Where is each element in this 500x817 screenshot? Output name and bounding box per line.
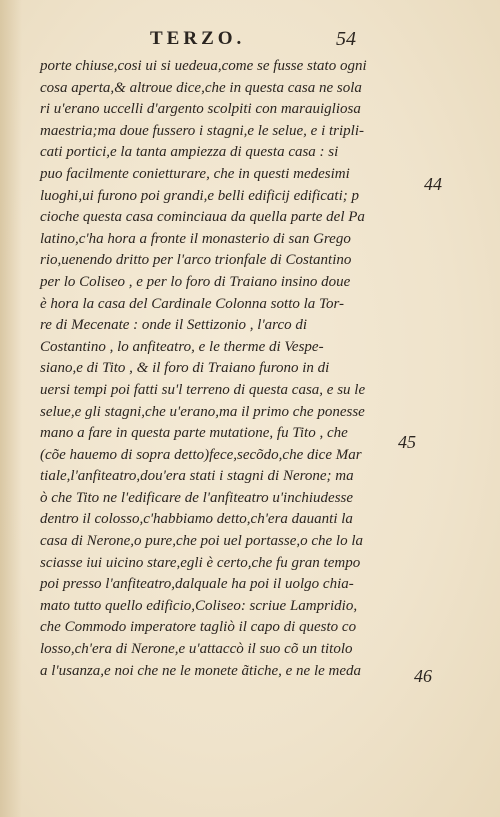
text-line: uersi tempi poi fatti su'l terreno di questa casa, e su le [40, 381, 366, 398]
text-line: mano a fare in questa parte mutatione, fu Tito , che [40, 425, 348, 442]
text-line: luoghi,ui furono poi grandi,e belli edificij edificati; p [40, 187, 359, 204]
text-line: per lo Coliseo , e per lo foro di Traiano insino doue [40, 273, 351, 290]
text-line: dentro il colosso,c'habbiamo detto,ch'era dauanti la [40, 511, 353, 528]
text-line: rio,uenendo dritto per l'arco trionfale di Costantino [40, 252, 352, 269]
text-line: a l'usanza,e noi che ne le monete ãtiche, e ne le meda [40, 662, 362, 679]
text-line: tiale,l'anfiteatro,dou'era stati i stagni di Nerone; ma [40, 468, 354, 485]
running-head-title: TERZO. [150, 28, 246, 49]
text-line: latino,c'ha hora a fronte il monasterio di san Grego [40, 230, 351, 247]
text-line: cati portici,e la tanta ampiezza di questa casa : si [40, 144, 339, 161]
page-gutter-shadow [0, 0, 22, 817]
margin-note: 44 [424, 174, 442, 194]
page-number: 54 [336, 28, 356, 50]
text-line: maestria;ma doue fussero i stagni,e le selue, e i tripli- [40, 122, 364, 139]
text-line: (cõe hauemo di sopra detto)fece,secõdo,che dice Mar [40, 446, 362, 463]
text-line: cosa aperta,& altroue dice,che in questa casa ne sola [40, 79, 362, 96]
text-line: cioche questa casa cominciaua da quella parte del Pa [40, 209, 365, 226]
text-line: selue,e gli stagni,che u'erano,ma il primo che ponesse [40, 403, 365, 420]
text-line: poi presso l'anfiteatro,dalquale ha poi il uolgo chia- [40, 576, 354, 593]
text-line: siano,e di Tito , & il foro di Traiano furono in di [40, 360, 330, 377]
text-line: porte chiuse,cosi ui si uedeua,come se fusse stato ogni [40, 58, 367, 74]
text-line: Costantino , lo anfiteatro, e le therme di Vespe- [40, 338, 324, 355]
text-line: puo facilmente conietturare, che in questi medesimi [40, 165, 350, 182]
text-line: che Commodo imperatore tagliò il capo di questo co [40, 619, 357, 636]
text-line: sciasse iui uicino stare,egli è certo,che fu gran tempo [40, 554, 361, 571]
text-line: casa di Nerone,o pure,che poi uel portasse,o che lo la [40, 533, 363, 550]
margin-note: 45 [398, 432, 416, 452]
text-line: losso,ch'era di Nerone,e u'attaccò il suo cõ un titolo [40, 641, 353, 658]
text-line: ò che Tito ne l'edificare de l'anfiteatro u'inchiudesse [40, 489, 354, 506]
text-line: mato tutto quello edificio,Coliseo: scriue Lampridio, [40, 597, 358, 614]
text-line: re di Mecenate : onde il Settizonio , l'arco di [40, 317, 308, 334]
margin-note: 46 [414, 666, 432, 686]
text-line: è hora la casa del Cardinale Colonna sotto la Tor- [40, 295, 345, 312]
body-text [40, 56, 412, 682]
text-line: ri u'erano uccelli d'argento scolpiti con marauigliosa [40, 101, 361, 118]
running-head [0, 28, 500, 52]
